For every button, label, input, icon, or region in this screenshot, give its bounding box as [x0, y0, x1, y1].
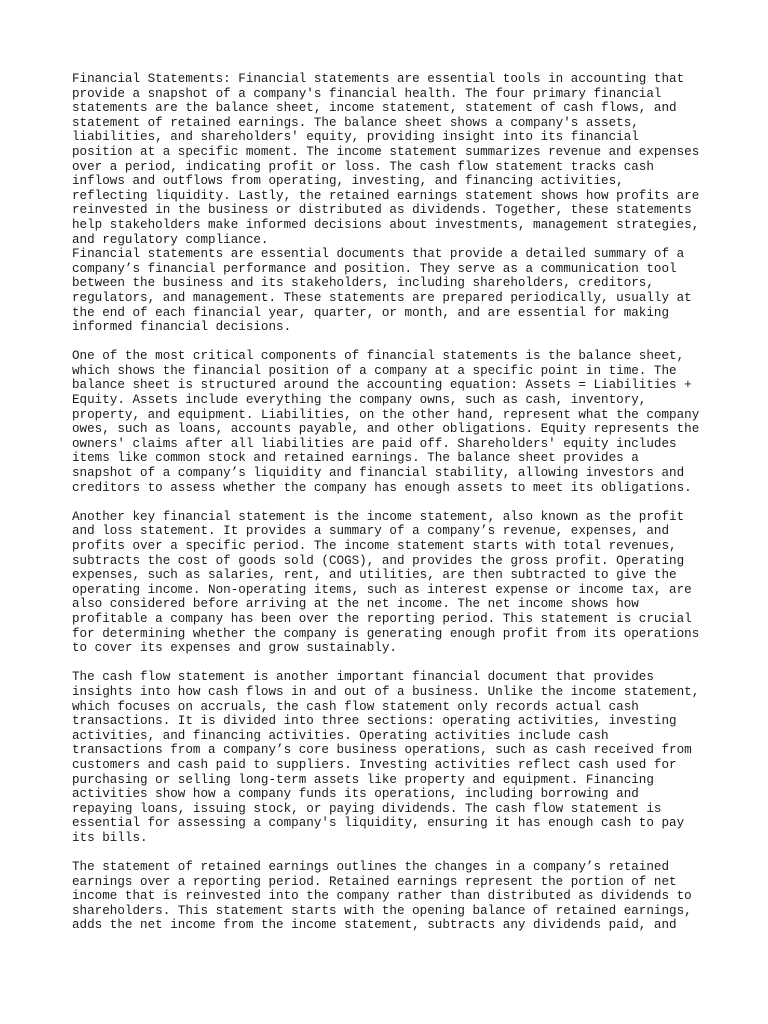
paragraph-cash-flow: The cash flow statement is another important financial document that provides insights into how cash flows in and out of a business. Unlike the income statement, which focuses on accruals, the cash flow statement only records actual cash transactions. It is divided into three sections: operating activities, investing activities, and financing activities. Operating activities include cash transactions from a company’s core business operations, such as cash received from customers and cash paid to suppliers. Investing activities reflect cash used for purchasing or selling long-term assets like property and equipment. Financing activities show how a company funds its operations, including borrowing and repaying loans, issuing stock, or paying dividends. The cash flow statement is essential for assessing a company's liquidity, ensuring it has enough cash to pay its bills. — [72, 670, 700, 845]
paragraph-overview: Financial Statements: Financial statements are essential tools in accounting that provide a snapshot of a company's financial health. The four primary financial statements are the balance sheet, income statement, statement of cash flows, and statement of retained earnings. The balance sheet shows a company's assets, liabilities, and shareholders' equity, providing insight into its financial position at a specific moment. The income statement summarizes revenue and expenses over a period, indicating profit or loss. The cash flow statement tracks cash inflows and outflows from operating, investing, and financing activities, reflecting liquidity. Lastly, the retained earnings statement shows how profits are reinvested in the business or distributed as dividends. Together, these statements help stakeholders make informed decisions about investments, management strategies, and regulatory compliance. — [72, 72, 700, 247]
document-page — [72, 72, 712, 933]
paragraph-spacer — [72, 656, 712, 671]
paragraph-spacer — [72, 335, 712, 350]
paragraph-retained-earnings: The statement of retained earnings outlines the changes in a company’s retained earnings over a reporting period. Retained earnings represent the portion of net income that is reinvested into the company rather than distributed as dividends to shareholders. This statement starts with the opening balance of retained earnings, adds the net income from the income statement, subtracts any dividends paid, and — [72, 860, 692, 933]
paragraph-balance-sheet: One of the most critical components of financial statements is the balance sheet, which shows the financial position of a company at a specific point in time. The balance sheet is structured around the accounting equation: Assets = Liabilities + Equity. Assets include everything the company owns, such as cash, inventory, property, and equipment. Liabilities, on the other hand, represent what the company owes, such as loans, accounts payable, and other obligations. Equity represents the owners' claims after all liabilities are paid off. Shareholders' equity includes items like common stock and retained earnings. The balance sheet provides a snapshot of a company’s liquidity and financial stability, allowing investors and creditors to assess whether the company has enough assets to meet its obligations. — [72, 349, 700, 495]
paragraph-spacer — [72, 495, 712, 510]
paragraph-definition: Financial statements are essential documents that provide a detailed summary of a company’s financial performance and position. They serve as a communication tool between the business and its stakeholders, including shareholders, creditors, regulators, and management. These statements are prepared periodically, usually at the end of each financial year, quarter, or month, and are essential for making informed financial decisions. — [72, 247, 692, 335]
paragraph-spacer — [72, 845, 712, 860]
paragraph-income-statement: Another key financial statement is the income statement, also known as the profit and loss statement. It provides a summary of a company’s revenue, expenses, and profits over a specific period. The income statement starts with total revenues, subtracts the cost of goods sold (COGS), and provides the gross profit. Operating expenses, such as salaries, rent, and utilities, are then subtracted to give the operating income. Non-operating items, such as interest expense or income tax, are also considered before arriving at the net income. The net income shows how profitable a company has been over the reporting period. This statement is crucial for determining whether the company is generating enough profit from its operations to cover its expenses and grow sustainably. — [72, 509, 700, 656]
